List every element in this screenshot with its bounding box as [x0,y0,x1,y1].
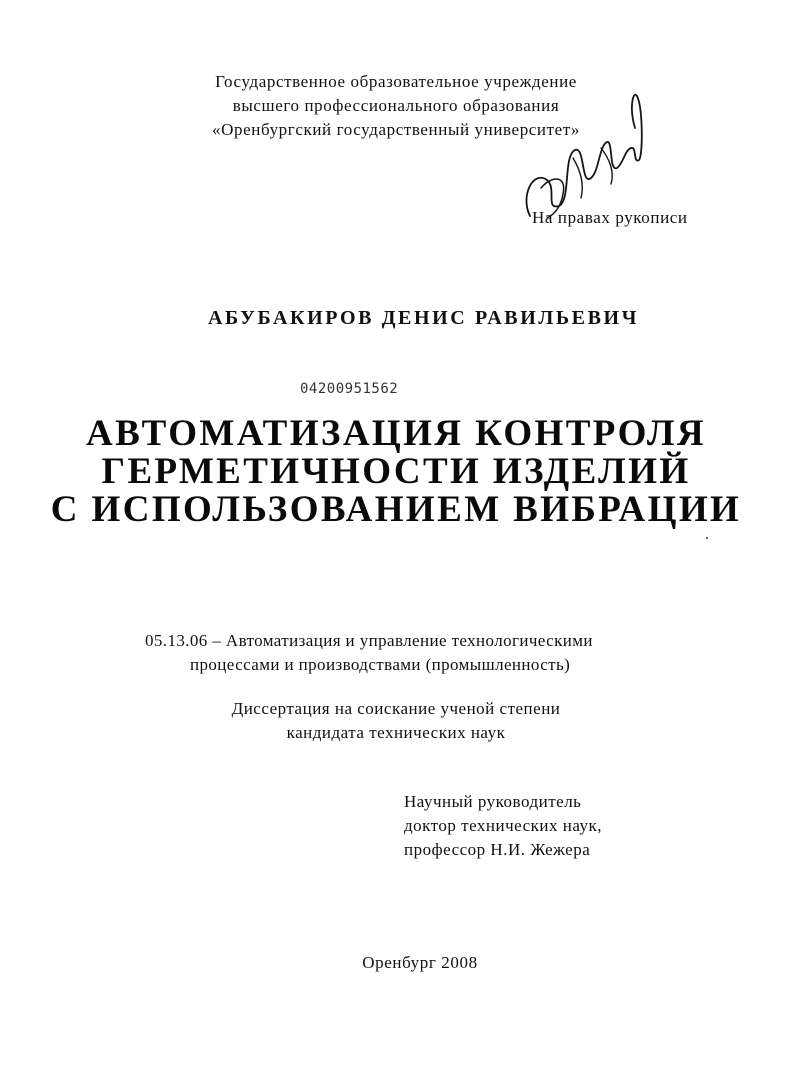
specialty-line-2: процессами и производствами (промышленность) [190,655,571,674]
institution-line-3: «Оренбургский государственный университет» [212,120,580,139]
author-name: АБУБАКИРОВ ДЕНИС РАВИЛЬЕВИЧ [208,307,639,329]
title-line-3: С ИСПОЛЬЗОВАНИЕМ ВИБРАЦИИ [50,489,742,530]
institution-line-1: Государственное образовательное учреждение [215,72,577,91]
institution-line-2: высшего профессионального образования [232,96,560,115]
supervisor-role: Научный руководитель [404,792,582,811]
dissertation-line-2: кандидата технических наук [286,723,506,742]
manuscript-note: На правах рукописи [532,208,688,227]
place-year: Оренбург 2008 [362,953,478,972]
speck [706,537,708,539]
title-line-1: АВТОМАТИЗАЦИЯ КОНТРОЛЯ [85,413,707,454]
supervisor-name: профессор Н.И. Жежера [404,840,591,859]
specialty-line-1: 05.13.06 – Автоматизация и управление технологическими [145,631,593,650]
supervisor-degree: доктор технических наук, [404,816,603,835]
catalog-code: 04200951562 [300,381,399,397]
title-line-2: ГЕРМЕТИЧНОСТИ ИЗДЕЛИЙ [101,451,691,492]
dissertation-line-1: Диссертация на соискание ученой степени [231,699,561,718]
